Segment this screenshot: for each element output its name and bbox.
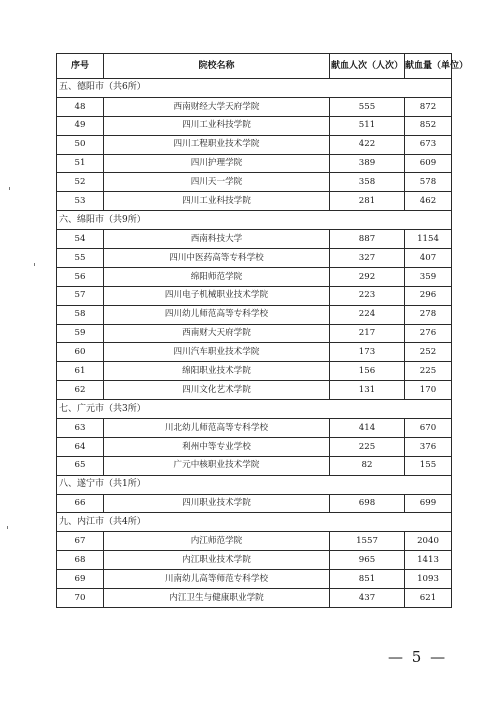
cell-school-name: 内江卫生与健康职业学院 bbox=[104, 589, 330, 608]
cell-serial: 48 bbox=[57, 97, 104, 116]
cell-donation-volume: 2040 bbox=[405, 532, 452, 551]
cell-school-name: 四川幼儿师范高等专科学校 bbox=[104, 305, 330, 324]
cell-serial: 56 bbox=[57, 267, 104, 286]
cell-school-name: 川北幼儿师范高等专科学校 bbox=[104, 419, 330, 438]
cell-school-name: 利州中等专业学校 bbox=[104, 437, 330, 456]
cell-donation-count: 358 bbox=[330, 173, 405, 192]
cell-donation-count: 217 bbox=[330, 324, 405, 343]
cell-donation-volume: 621 bbox=[405, 589, 452, 608]
cell-donation-volume: 296 bbox=[405, 286, 452, 305]
cell-donation-count: 437 bbox=[330, 589, 405, 608]
cell-donation-count: 698 bbox=[330, 494, 405, 513]
section-title: 七、广元市（共3所） bbox=[57, 400, 452, 419]
cell-donation-count: 851 bbox=[330, 570, 405, 589]
table-row bbox=[57, 437, 452, 456]
header-donation-count: 献血人次（人次） bbox=[330, 54, 405, 79]
cell-donation-count: 327 bbox=[330, 249, 405, 268]
cell-school-name: 四川天一学院 bbox=[104, 173, 330, 192]
cell-serial: 65 bbox=[57, 456, 104, 475]
cell-serial: 53 bbox=[57, 192, 104, 211]
table-row bbox=[57, 551, 452, 570]
cell-school-name: 内江职业技术学院 bbox=[104, 551, 330, 570]
table-row bbox=[57, 173, 452, 192]
cell-donation-volume: 376 bbox=[405, 437, 452, 456]
cell-school-name: 绵阳师范学院 bbox=[104, 267, 330, 286]
cell-school-name: 广元中核职业技术学院 bbox=[104, 456, 330, 475]
section-title: 六、绵阳市（共9所） bbox=[57, 211, 452, 230]
section-row bbox=[57, 513, 452, 532]
table-row bbox=[57, 456, 452, 475]
section-title: 八、遂宁市（共1所） bbox=[57, 475, 452, 494]
cell-donation-count: 965 bbox=[330, 551, 405, 570]
cell-serial: 49 bbox=[57, 116, 104, 135]
cell-donation-volume: 1154 bbox=[405, 230, 452, 249]
cell-school-name: 四川工业科技学院 bbox=[104, 116, 330, 135]
cell-donation-count: 555 bbox=[330, 97, 405, 116]
cell-serial: 62 bbox=[57, 381, 104, 400]
cell-serial: 68 bbox=[57, 551, 104, 570]
cell-donation-volume: 699 bbox=[405, 494, 452, 513]
table-row bbox=[57, 532, 452, 551]
cell-donation-count: 173 bbox=[330, 343, 405, 362]
cell-donation-volume: 359 bbox=[405, 267, 452, 286]
page-number: — 5 — bbox=[388, 648, 448, 666]
cell-donation-count: 82 bbox=[330, 456, 405, 475]
cell-serial: 67 bbox=[57, 532, 104, 551]
cell-serial: 50 bbox=[57, 135, 104, 154]
cell-serial: 51 bbox=[57, 154, 104, 173]
cell-donation-volume: 1093 bbox=[405, 570, 452, 589]
table-row bbox=[57, 589, 452, 608]
cell-school-name: 四川中医药高等专科学校 bbox=[104, 249, 330, 268]
cell-school-name: 川南幼儿高等师范专科学校 bbox=[104, 570, 330, 589]
cell-donation-volume: 462 bbox=[405, 192, 452, 211]
cell-donation-volume: 170 bbox=[405, 381, 452, 400]
table-header-row bbox=[57, 54, 452, 79]
cell-donation-count: 225 bbox=[330, 437, 405, 456]
cell-donation-count: 1557 bbox=[330, 532, 405, 551]
table-row bbox=[57, 116, 452, 135]
cell-donation-count: 223 bbox=[330, 286, 405, 305]
cell-donation-count: 156 bbox=[330, 362, 405, 381]
section-title: 五、德阳市（共6所） bbox=[57, 79, 452, 98]
table-row bbox=[57, 267, 452, 286]
cell-serial: 61 bbox=[57, 362, 104, 381]
cell-donation-count: 389 bbox=[330, 154, 405, 173]
cell-donation-count: 131 bbox=[330, 381, 405, 400]
cell-school-name: 四川职业技术学院 bbox=[104, 494, 330, 513]
cell-donation-volume: 252 bbox=[405, 343, 452, 362]
cell-school-name: 四川工程职业技术学院 bbox=[104, 135, 330, 154]
cell-serial: 57 bbox=[57, 286, 104, 305]
cell-school-name: 四川文化艺术学院 bbox=[104, 381, 330, 400]
cell-school-name: 西南财大天府学院 bbox=[104, 324, 330, 343]
cell-serial: 70 bbox=[57, 589, 104, 608]
cell-serial: 54 bbox=[57, 230, 104, 249]
cell-serial: 60 bbox=[57, 343, 104, 362]
cell-donation-volume: 852 bbox=[405, 116, 452, 135]
cell-donation-volume: 278 bbox=[405, 305, 452, 324]
cell-serial: 52 bbox=[57, 173, 104, 192]
table-row bbox=[57, 249, 452, 268]
cell-donation-volume: 225 bbox=[405, 362, 452, 381]
cell-school-name: 四川护理学院 bbox=[104, 154, 330, 173]
cell-serial: 59 bbox=[57, 324, 104, 343]
cell-donation-count: 224 bbox=[330, 305, 405, 324]
cell-donation-volume: 276 bbox=[405, 324, 452, 343]
cell-serial: 64 bbox=[57, 437, 104, 456]
scan-speck bbox=[34, 263, 35, 266]
cell-serial: 55 bbox=[57, 249, 104, 268]
table-row bbox=[57, 305, 452, 324]
cell-donation-count: 414 bbox=[330, 419, 405, 438]
blood-donation-table bbox=[56, 53, 469, 608]
table-row bbox=[57, 154, 452, 173]
table-row bbox=[57, 570, 452, 589]
table-row bbox=[57, 381, 452, 400]
cell-serial: 63 bbox=[57, 419, 104, 438]
table-row bbox=[57, 343, 452, 362]
table-row bbox=[57, 494, 452, 513]
section-row bbox=[57, 79, 452, 98]
header-serial: 序号 bbox=[57, 54, 104, 79]
cell-serial: 69 bbox=[57, 570, 104, 589]
section-row bbox=[57, 475, 452, 494]
cell-donation-volume: 407 bbox=[405, 249, 452, 268]
scan-speck bbox=[9, 187, 10, 190]
cell-donation-volume: 872 bbox=[405, 97, 452, 116]
table-row bbox=[57, 230, 452, 249]
cell-donation-volume: 673 bbox=[405, 135, 452, 154]
table-row bbox=[57, 135, 452, 154]
scan-speck bbox=[7, 526, 8, 529]
header-donation-volume: 献血量（单位） bbox=[405, 54, 452, 79]
header-school-name: 院校名称 bbox=[104, 54, 330, 79]
cell-donation-volume: 670 bbox=[405, 419, 452, 438]
cell-school-name: 西南财经大学天府学院 bbox=[104, 97, 330, 116]
cell-donation-volume: 578 bbox=[405, 173, 452, 192]
cell-serial: 66 bbox=[57, 494, 104, 513]
cell-school-name: 内江师范学院 bbox=[104, 532, 330, 551]
cell-donation-count: 511 bbox=[330, 116, 405, 135]
cell-school-name: 西南科技大学 bbox=[104, 230, 330, 249]
section-title: 九、内江市（共4所） bbox=[57, 513, 452, 532]
cell-school-name: 四川电子机械职业技术学院 bbox=[104, 286, 330, 305]
cell-donation-count: 281 bbox=[330, 192, 405, 211]
cell-donation-count: 887 bbox=[330, 230, 405, 249]
table-body bbox=[57, 54, 469, 608]
table-row bbox=[57, 97, 452, 116]
cell-school-name: 四川工业科技学院 bbox=[104, 192, 330, 211]
cell-donation-volume: 155 bbox=[405, 456, 452, 475]
cell-serial: 58 bbox=[57, 305, 104, 324]
table-row bbox=[57, 419, 452, 438]
cell-donation-count: 422 bbox=[330, 135, 405, 154]
table-row bbox=[57, 324, 452, 343]
table-row bbox=[57, 192, 452, 211]
cell-school-name: 四川汽车职业技术学院 bbox=[104, 343, 330, 362]
section-row bbox=[57, 211, 452, 230]
cell-donation-volume: 1413 bbox=[405, 551, 452, 570]
section-row bbox=[57, 400, 452, 419]
table-row bbox=[57, 286, 452, 305]
cell-donation-volume: 609 bbox=[405, 154, 452, 173]
table-row bbox=[57, 362, 452, 381]
cell-donation-count: 292 bbox=[330, 267, 405, 286]
cell-school-name: 绵阳职业技术学院 bbox=[104, 362, 330, 381]
